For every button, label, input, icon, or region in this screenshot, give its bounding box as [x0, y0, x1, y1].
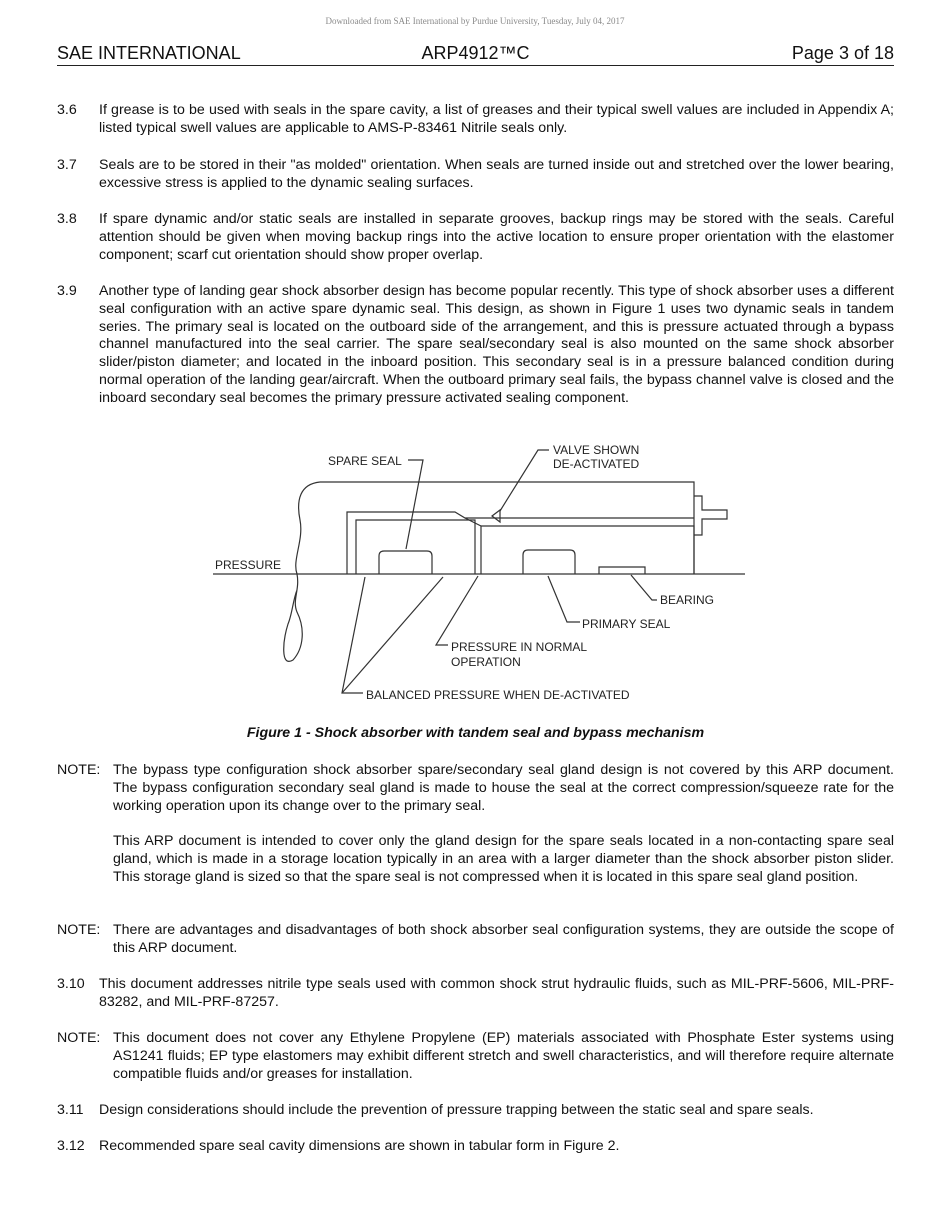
download-notice: Downloaded from SAE International by Purdue University, Tuesday, July 04, 2017 — [325, 16, 625, 26]
page-header — [57, 43, 894, 66]
paragraph-number: 3.11 — [57, 1102, 84, 1118]
paragraph-text: Recommended spare seal cavity dimensions are shown in tabular form in Figure 2. — [99, 1138, 620, 1154]
note-label: NOTE: — [57, 762, 101, 778]
spare-seal-leader — [406, 460, 423, 549]
lower-break-line — [284, 574, 303, 661]
paragraph-3-12 — [57, 1138, 894, 1156]
note-label: NOTE: — [57, 1030, 101, 1046]
note-1 — [57, 762, 894, 815]
label-spare-seal: SPARE SEAL — [328, 454, 402, 468]
bypass-channel-outer — [347, 512, 694, 574]
paragraph-3-11 — [57, 1102, 894, 1120]
paragraph-number: 3.7 — [57, 157, 77, 173]
paragraph-text: Seals are to be stored in their "as molded" orientation. When seals are turned inside out and stretched over the lower bearing, excessive stress is applied to the dynamic sealing surfaces. — [99, 157, 894, 191]
spare-seal-gland — [356, 520, 475, 574]
label-bearing: BEARING — [660, 593, 715, 607]
note-text: There are advantages and disadvantages of both shock absorber seal configuration systems, they are outside the scope of this ARP document. — [113, 922, 894, 956]
paragraph-3-9 — [57, 283, 894, 408]
housing-break-line — [296, 482, 320, 574]
valve-shape — [492, 510, 500, 522]
spare-seal-shape — [379, 551, 432, 574]
paragraph-number: 3.9 — [57, 283, 77, 299]
header-page-number: Page 3 of 18 — [791, 43, 894, 63]
paragraph-3-6 — [57, 102, 894, 138]
normal-pressure-leader — [436, 576, 478, 645]
note-text: This ARP document is intended to cover only the gland design for the spare seals located in a non-contacting spare seal gland, which is made in a storage location typically in an area with a larger diameter than the shock absorber piston slider. This storage gland is sized so that the spare seal is not compressed when it is located in this spare seal gland position. — [113, 833, 894, 885]
label-pressure: PRESSURE — [215, 558, 282, 572]
paragraph-number: 3.12 — [57, 1138, 85, 1154]
paragraph-text: This document addresses nitrile type seals used with common shock strut hydraulic fluids, such as MIL-PRF-5606, MIL-PRF-83282, and MIL-PRF-87257. — [99, 976, 894, 1010]
bypass-transition — [465, 518, 481, 526]
paragraph-number: 3.8 — [57, 211, 77, 227]
label-normal-line-2: OPERATION — [451, 655, 521, 669]
paragraph-3-7 — [57, 157, 894, 193]
paragraph-text: If spare dynamic and/or static seals are installed in separate grooves, backup rings may be stored with the seals. Careful attention should be given when moving backup rings into the active location to ensure proper orientation with the elastomer component; scarf cut orientation should show proper overlap. — [99, 211, 894, 263]
label-primary-seal: PRIMARY SEAL — [582, 617, 671, 631]
primary-seal-shape — [523, 550, 575, 574]
note-label: NOTE: — [57, 922, 101, 938]
label-valve-line-2: DE-ACTIVATED — [553, 457, 640, 471]
note-2 — [57, 922, 894, 958]
primary-seal-gland — [481, 526, 694, 574]
header-org: SAE INTERNATIONAL — [57, 43, 241, 63]
note-text: The bypass type configuration shock absorber spare/secondary seal gland design is not covered by this ARP document. The bypass configuration secondary seal gland is made to house the seal at the correct compression/squeeze rate for the working operation upon its change over to the primary seal. — [113, 762, 894, 814]
paragraph-text: Design considerations should include the prevention of pressure trapping between the static seal and spare seals. — [99, 1102, 814, 1118]
label-balanced-pressure: BALANCED PRESSURE WHEN DE-ACTIVATED — [366, 688, 630, 702]
figure-1-diagram — [200, 438, 760, 713]
end-stub — [694, 496, 727, 535]
label-valve-line-1: VALVE SHOWN — [553, 443, 640, 457]
note-1-continuation — [57, 833, 894, 886]
note-text: This document does not cover any Ethylene Propylene (EP) materials associated with Phosphate Ester systems using AS1241 fluids; EP type elastomers may exhibit different stretch and swell characteristics, and will therefore require alternate compatible fluids and/or greases for installation. — [113, 1030, 894, 1082]
balanced-leader-b — [342, 577, 443, 693]
bearing-leader — [631, 575, 657, 600]
paragraph-3-10 — [57, 976, 894, 1012]
paragraph-number: 3.6 — [57, 102, 77, 118]
paragraph-3-8 — [57, 211, 894, 264]
figure-1-caption: Figure 1 - Shock absorber with tandem seal and bypass mechanism — [246, 725, 705, 741]
housing-outline — [320, 482, 694, 574]
paragraph-text: If grease is to be used with seals in the spare cavity, a list of greases and their typical swell values are included in Appendix A; listed typical swell values are applicable to AMS-P-83461 Nitrile seals only. — [99, 102, 894, 136]
label-normal-line-1: PRESSURE IN NORMAL — [451, 640, 588, 654]
valve-leader — [500, 450, 549, 511]
bearing-shape — [599, 567, 645, 574]
primary-seal-leader — [548, 576, 580, 622]
balanced-leader-a — [342, 577, 365, 693]
note-3 — [57, 1030, 894, 1083]
paragraph-number: 3.10 — [57, 976, 85, 992]
header-doc-id: ARP4912™C — [421, 43, 530, 63]
paragraph-text: Another type of landing gear shock absorber design has become popular recently. This type of shock absorber uses a different seal configuration with an active spare dynamic seal. This design, as shown in Figure 1 uses two dynamic seals in tandem series. The primary seal is located on the outboard side of the arrangement, and this is pressure actuated through a bypass channel manufactured into the seal carrier. The spare seal/secondary seal is also mounted on the same shock absorber slider/piston diameter; and located in the inboard position. This secondary seal is in a pressure balanced condition during normal operation of the landing gear/aircraft. When the outboard primary seal fails, the bypass channel valve is closed and the inboard secondary seal becomes the primary pressure activated sealing component. — [99, 283, 894, 406]
